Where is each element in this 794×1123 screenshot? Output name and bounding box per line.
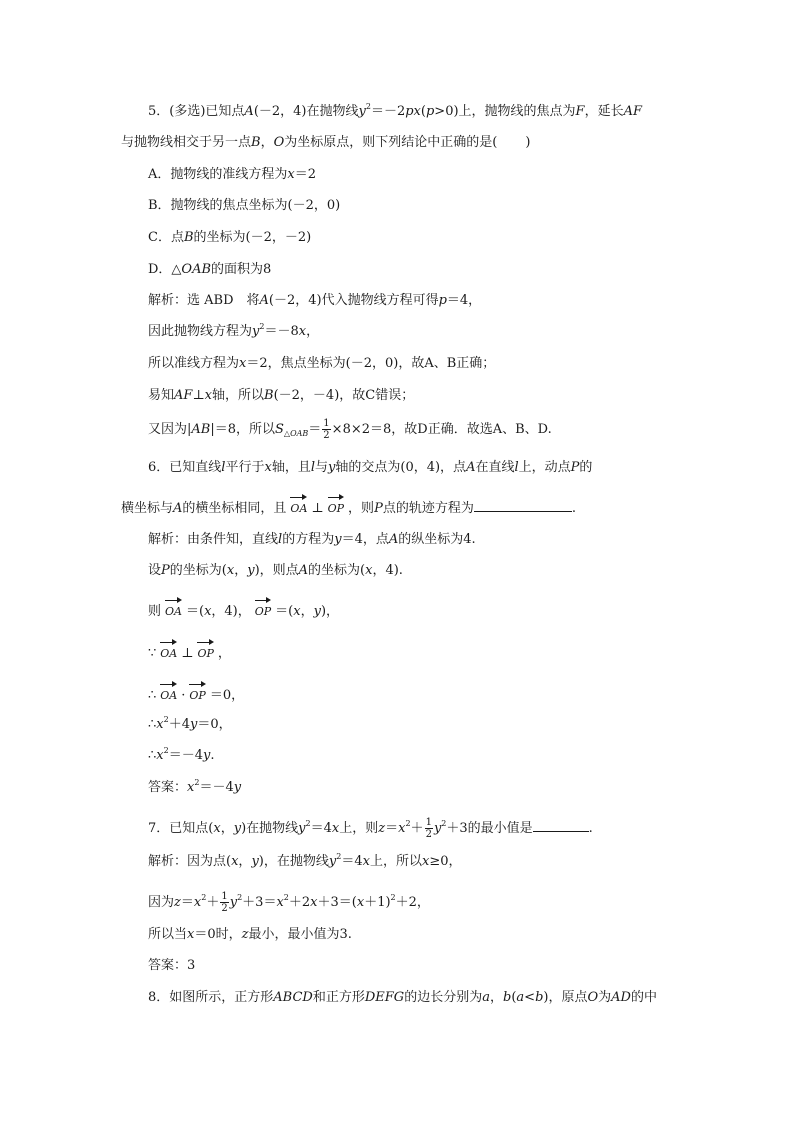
vector-op: OP [197,640,213,662]
fill-blank [533,819,589,832]
q6-solution-line1: 解析：由条件知，直线l的方程为y＝4，点A的纵坐标为4. [148,532,476,547]
vector-op: OP [189,682,205,704]
q5-option-d: D．△OAB的面积为8 [148,262,272,277]
q5-solution-line1: 解析：选 ABD 将A(－2，4)代入抛物线方程可得p＝4， [148,293,482,308]
fill-blank [474,499,572,512]
q7-solution-line3: 所以当x＝0时，z最小，最小值为3. [148,927,352,942]
q5-solution-line5: 又因为|AB|＝8，所以$S_{\triangle OAB}=$ $\frac{1}{2}$ ×8×2＝8，故D正确．故选A、B、D. [148,418,552,441]
q6-solution-line5: ∴ OA · OP ＝0， [148,682,244,704]
q7-stem: 7．已知点(x，y)在抛物线$y^2=4x$上，则$z=x^2+$ $\frac{1}{2}$ $y^2+3$的最小值是 . [148,817,593,840]
q5-solution-line2: 因此抛物线方程为$y^2=-8x$， [148,322,320,339]
q5-stem-line2: 与抛物线相交于另一点B，O为坐标原点，则下列结论中正确的是( ) [121,135,531,150]
fraction-half: $\frac{1}{2}$ [221,891,228,914]
vector-oa: OA [165,598,182,620]
vector-oa: OA [160,640,177,662]
q7-answer: 答案：3 [148,958,196,973]
q6-solution-line7: $\therefore x^2=-4y$. [148,746,215,763]
q6-solution-line4: ∵ OA ⊥ OP ， [148,640,231,662]
q6-stem-line2: 横坐标与A的横坐标相同，且 OA ⊥ OP ，则P点的轨迹方程为 . [121,495,576,517]
fraction-half: $\frac{1}{2}$ [323,418,330,441]
q6-solution-line6: $\therefore x^2+4y=0$， [148,715,232,732]
q5-stem-line1: 5．(多选)已知点A(－2，4)在抛物线$y^2=-2px(p>0)$上，抛物线的焦点为F，延长AF [148,102,643,119]
q6-solution-line2: 设P的坐标为(x，y)，则点A的坐标为(x，4). [148,563,403,578]
vector-op: OP [328,495,344,517]
q6-answer: 答案：$x^2=-4y$ [148,778,242,795]
q5-option-a: A．抛物线的准线方程为x＝2 [148,167,317,182]
q5-solution-line4: 易知AF⊥x轴，所以B(－2，－4)，故C错误； [148,388,415,403]
fraction-half: $\frac{1}{2}$ [425,817,432,840]
q6-stem-line1: 6．已知直线l平行于x轴，且l与y轴的交点为(0，4)，点A在直线l上，动点P的 [148,460,593,475]
q7-solution-line1: 解析：因为点(x，y)，在抛物线$y^2=4x$上，所以x≥0， [148,852,462,869]
q6-solution-line3: 则 OA ＝(x，4)， OP ＝(x，y)， [148,598,339,620]
q8-stem: 8．如图所示，正方形ABCD和正方形DEFG的边长分别为a，b(a<b)，原点O为AD的中 [148,990,657,1005]
vector-op: OP [255,598,271,620]
q5-solution-line3: 所以准线方程为x＝2，焦点坐标为(－2，0)，故A、B正确； [148,356,496,371]
q7-solution-line2: 因为$z=x^2+$ $\frac{1}{2}$ $y^2+3=x^2+2x+3=(x+1)^2+2$， [148,891,430,914]
vector-oa: OA [290,495,307,517]
q5-option-b: B．抛物线的焦点坐标为(－2，0) [148,198,341,213]
vector-oa: OA [160,682,177,704]
q5-option-c: C．点B的坐标为(－2，－2) [148,230,312,245]
